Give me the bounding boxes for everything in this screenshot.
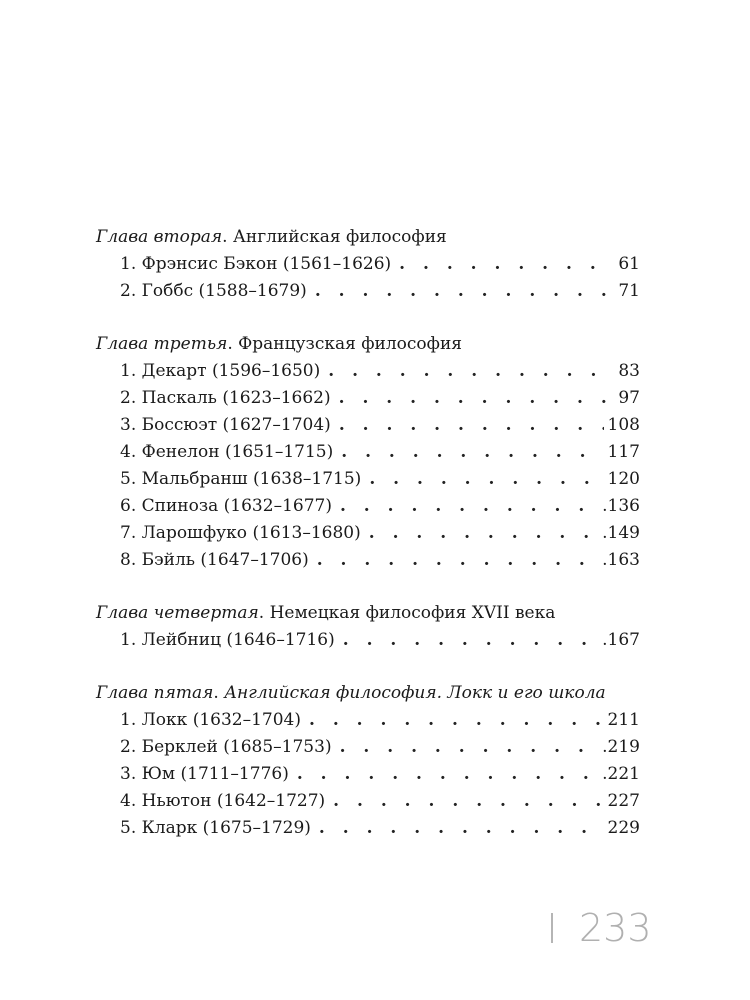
dot-leader — [341, 439, 603, 466]
toc-entry[interactable] — [96, 493, 640, 520]
entry-page: 61 — [618, 254, 640, 274]
toc-entry[interactable] — [96, 520, 640, 547]
entry-title: 2. Паскаль (1623–1662) — [120, 388, 331, 408]
toc-entry[interactable] — [96, 385, 640, 412]
entry-page: .149 — [602, 523, 640, 543]
chapter-label: Глава пятая — [96, 683, 214, 703]
entry-page: 211 — [607, 710, 640, 730]
chapter-heading — [96, 600, 640, 627]
chapter-heading-separator: . — [258, 603, 270, 623]
toc-entry[interactable] — [96, 358, 640, 385]
toc-entry[interactable] — [96, 734, 640, 761]
chapter-heading — [96, 331, 640, 358]
chapter-heading-separator: . — [213, 683, 225, 703]
toc-entry[interactable] — [96, 466, 640, 493]
entry-page: .136 — [602, 496, 640, 516]
page-number: 233 — [579, 906, 652, 950]
chapter-2 — [96, 224, 640, 305]
entry-page: .221 — [602, 764, 640, 784]
chapter-title: Немецкая философия XVII века — [269, 603, 556, 623]
entry-page: 71 — [618, 281, 640, 301]
chapter-heading — [96, 680, 640, 707]
chapter-title: Английская философия — [232, 227, 447, 247]
entry-title: 2. Берклей (1685–1753) — [120, 737, 332, 757]
dot-leader — [319, 815, 604, 842]
dot-leader — [340, 493, 598, 520]
chapter-label: Глава четвертая — [96, 603, 259, 623]
entry-title: 6. Спиноза (1632–1677) — [120, 496, 332, 516]
chapter-4 — [96, 600, 640, 654]
entry-title: 4. Ньютон (1642–1727) — [120, 791, 326, 811]
toc-entry[interactable] — [96, 251, 640, 278]
entry-page: .219 — [602, 737, 640, 757]
toc-entry[interactable] — [96, 707, 640, 734]
entry-title: 2. Гоббс (1588–1679) — [120, 281, 307, 301]
dot-leader — [369, 520, 598, 547]
toc-entry[interactable] — [96, 788, 640, 815]
entry-title: 1. Лейбниц (1646–1716) — [120, 630, 335, 650]
entry-page: .163 — [602, 550, 640, 570]
entry-title: 1. Декарт (1596–1650) — [120, 361, 321, 381]
entry-page: 229 — [607, 818, 640, 838]
toc-entry[interactable] — [96, 761, 640, 788]
chapter-heading-separator: . — [227, 334, 239, 354]
dot-leader — [333, 788, 603, 815]
toc-entry[interactable] — [96, 439, 640, 466]
dot-leader — [399, 251, 614, 278]
entry-title: 7. Ларошфуко (1613–1680) — [120, 523, 361, 543]
toc-entry[interactable] — [96, 627, 640, 654]
dot-leader — [297, 761, 598, 788]
chapter-label: Глава третья — [96, 334, 228, 354]
entry-page: 83 — [618, 361, 640, 381]
dot-leader — [317, 547, 598, 574]
entry-title: 8. Бэйль (1647–1706) — [120, 550, 309, 570]
entry-title: 5. Мальбранш (1638–1715) — [120, 469, 362, 489]
chapter-title: Французская философия — [238, 334, 463, 354]
dot-leader — [343, 627, 598, 654]
folio-divider — [551, 913, 553, 943]
entry-page: 227 — [607, 791, 640, 811]
entry-title: 1. Фрэнсис Бэкон (1561–1626) — [120, 254, 392, 274]
chapter-label: Глава вторая — [96, 227, 223, 247]
chapter-5 — [96, 680, 640, 842]
dot-leader — [309, 707, 604, 734]
dot-leader — [315, 278, 615, 305]
toc-entry[interactable] — [96, 412, 640, 439]
chapter-heading-separator: . — [222, 227, 233, 247]
entry-page: .167 — [602, 630, 640, 650]
entry-page: 120 — [607, 469, 640, 489]
chapter-heading — [96, 224, 640, 251]
entry-title: 5. Кларк (1675–1729) — [120, 818, 311, 838]
entry-page: 97 — [618, 388, 640, 408]
dot-leader — [369, 466, 603, 493]
entry-title: 4. Фенелон (1651–1715) — [120, 442, 334, 462]
table-of-contents — [96, 224, 640, 868]
dot-leader — [339, 412, 604, 439]
page-folio — [551, 906, 652, 950]
toc-entry[interactable] — [96, 278, 640, 305]
entry-page: 117 — [607, 442, 640, 462]
entry-page: 108 — [607, 415, 640, 435]
dot-leader — [328, 358, 614, 385]
dot-leader — [340, 734, 599, 761]
entry-title: 3. Боссюэт (1627–1704) — [120, 415, 331, 435]
chapter-title: Английская философия. Локк и его школа — [224, 683, 606, 703]
entry-title: 1. Локк (1632–1704) — [120, 710, 301, 730]
toc-entry[interactable] — [96, 815, 640, 842]
toc-entry[interactable] — [96, 547, 640, 574]
entry-title: 3. Юм (1711–1776) — [120, 764, 289, 784]
dot-leader — [339, 385, 615, 412]
chapter-3 — [96, 331, 640, 574]
